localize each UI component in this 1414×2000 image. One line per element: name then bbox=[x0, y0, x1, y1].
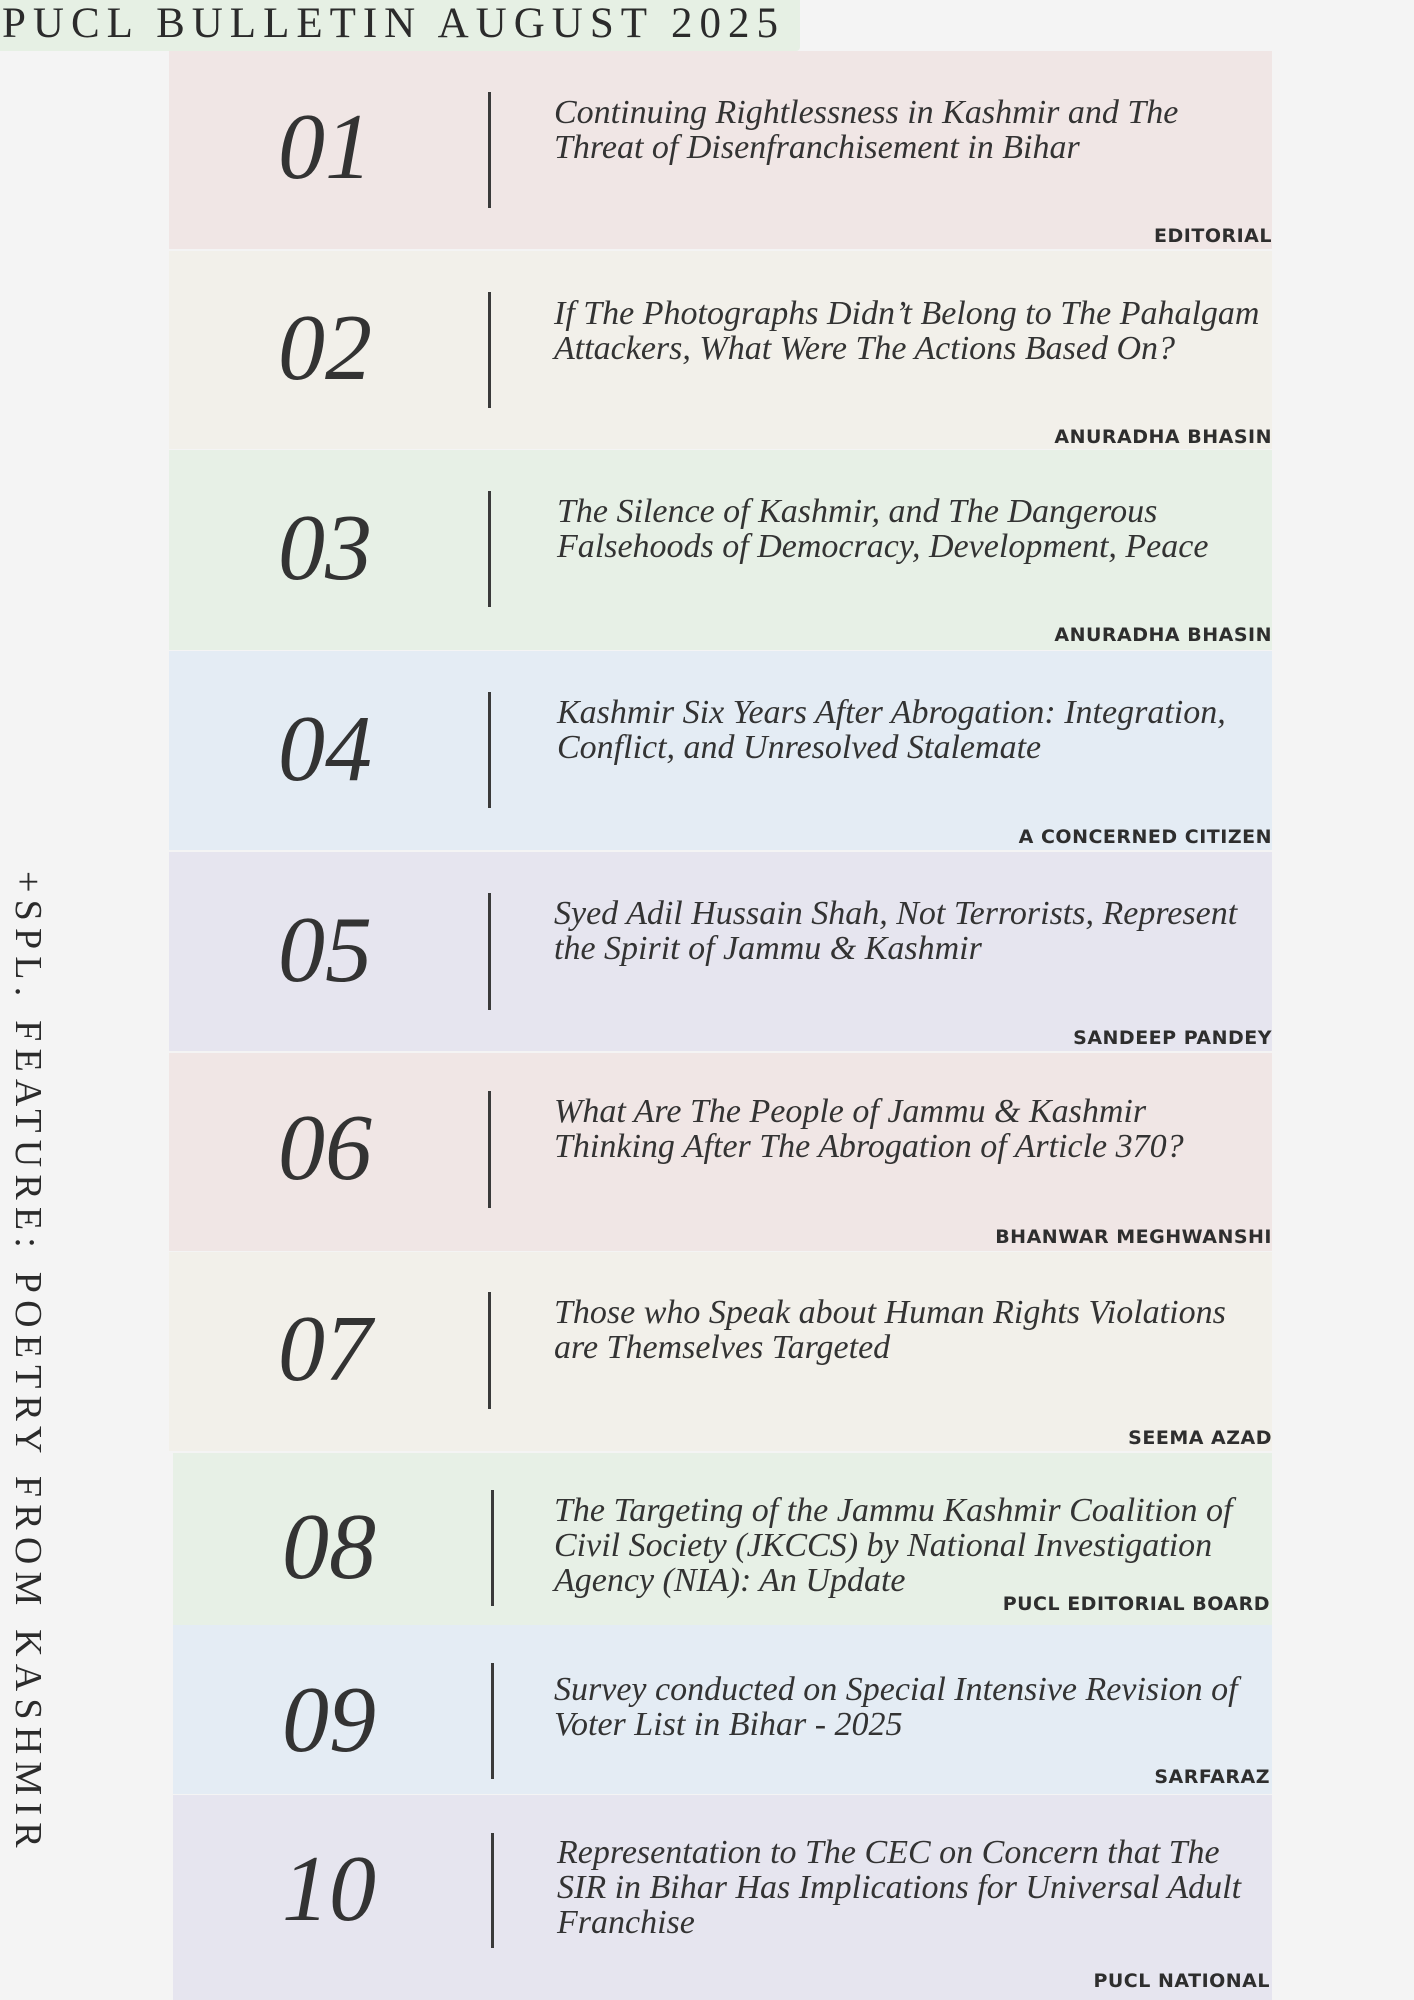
divider-line bbox=[488, 491, 491, 607]
entry-title[interactable]: Kashmir Six Years After Abrogation: Integration, Conflict, and Unresolved Stalemate bbox=[557, 694, 1226, 766]
special-feature-label: +SPL. FEATURE: POETRY FROM KASHMIR bbox=[7, 871, 49, 1855]
entry-title[interactable]: Survey conducted on Special Intensive Revision of Voter List in Bihar - 2025 bbox=[554, 1671, 1238, 1743]
divider-line bbox=[488, 92, 491, 208]
entry-author: SANDEEP PANDEY bbox=[1073, 1027, 1272, 1049]
divider-line bbox=[488, 692, 491, 808]
entry-title[interactable]: The Silence of Kashmir, and The Dangerous Falsehoods of Democracy, Development, Peace bbox=[557, 493, 1209, 565]
divider-line bbox=[488, 1091, 491, 1208]
entry-author: BHANWAR MEGHWANSHI bbox=[995, 1226, 1272, 1248]
entry-title[interactable]: Representation to The CEC on Concern that The SIR in Bihar Has Implications for Universal Adult Franchise bbox=[557, 1834, 1242, 1941]
entry-author: EDITORIAL bbox=[1154, 225, 1272, 247]
entry-number: 10 bbox=[282, 1837, 376, 1941]
entry-author: SARFARAZ bbox=[1154, 1766, 1270, 1788]
entry-number: 05 bbox=[278, 898, 372, 1002]
entry-author: SEEMA AZAD bbox=[1128, 1427, 1272, 1449]
divider-line bbox=[491, 1663, 494, 1779]
entry-author: ANURADHA BHASIN bbox=[1054, 426, 1272, 448]
entry-title[interactable]: Syed Adil Hussain Shah, Not Terrorists, Represent the Spirit of Jammu & Kashmir bbox=[554, 895, 1238, 967]
divider-line bbox=[491, 1833, 494, 1948]
entry-number: 07 bbox=[278, 1297, 372, 1401]
entry-author: ANURADHA BHASIN bbox=[1054, 624, 1272, 646]
entry-number: 01 bbox=[278, 95, 372, 199]
entry-author: PUCL EDITORIAL BOARD bbox=[1002, 1593, 1270, 1615]
entry-number: 02 bbox=[278, 296, 372, 400]
bulletin-title: PUCL BULLETIN AUGUST 2025 bbox=[2, 0, 785, 47]
entry-number: 03 bbox=[278, 496, 372, 600]
entry-author: A CONCERNED CITIZEN bbox=[1018, 826, 1272, 848]
entry-title[interactable]: If The Photographs Didn’t Belong to The Pahalgam Attackers, What Were The Actions Based On? bbox=[554, 295, 1260, 367]
divider-line bbox=[488, 893, 491, 1010]
divider-line bbox=[488, 1292, 491, 1409]
entry-author: PUCL NATIONAL bbox=[1093, 1970, 1270, 1992]
entry-title[interactable]: Those who Speak about Human Rights Violations are Themselves Targeted bbox=[554, 1294, 1226, 1366]
entry-number: 04 bbox=[278, 697, 372, 801]
entry-title[interactable]: What Are The People of Jammu & Kashmir Thinking After The Abrogation of Article 370? bbox=[554, 1093, 1184, 1165]
entry-title[interactable]: The Targeting of the Jammu Kashmir Coalition of Civil Society (JKCCS) by National Investigation Agency (NIA): An Update bbox=[554, 1492, 1233, 1599]
entry-number: 09 bbox=[282, 1668, 376, 1772]
entry-number: 06 bbox=[278, 1096, 372, 1200]
entry-title[interactable]: Continuing Rightlessness in Kashmir and The Threat of Disenfranchisement in Bihar bbox=[554, 94, 1179, 166]
divider-line bbox=[491, 1490, 494, 1606]
divider-line bbox=[488, 292, 491, 408]
entry-number: 08 bbox=[282, 1495, 376, 1599]
